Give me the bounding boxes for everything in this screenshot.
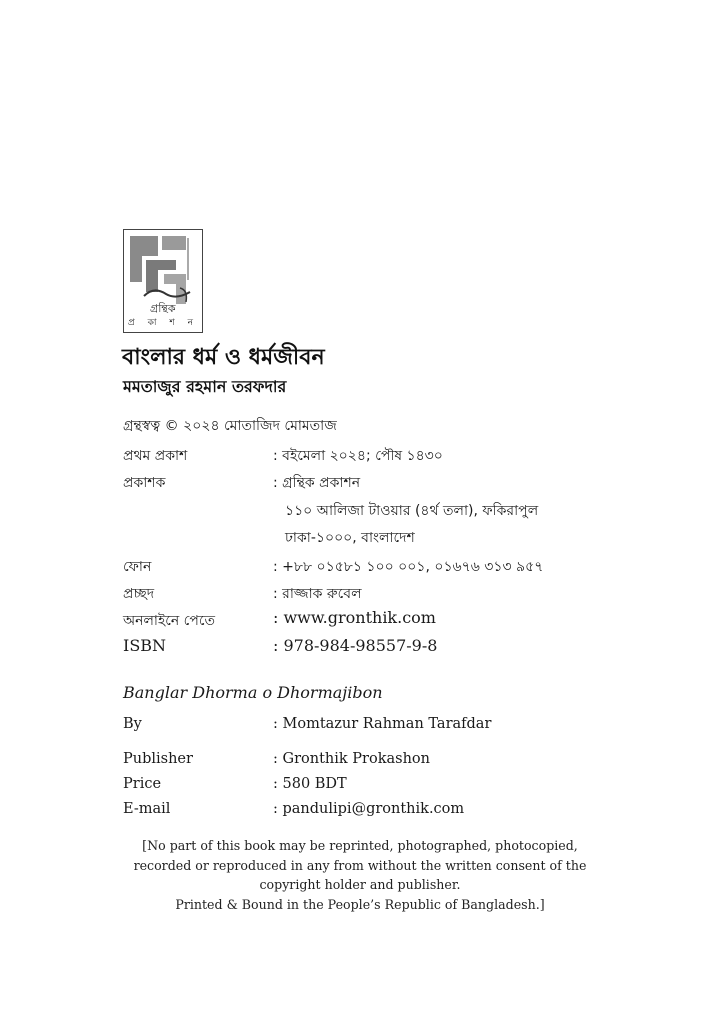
cover-value: : রাজ্জাক রুবেল <box>273 586 362 602</box>
notice-line-2: recorded or reproduced in any from without the written consent of the <box>133 857 587 873</box>
author-bn: মমতাজুর রহমান তরফদার <box>123 377 287 396</box>
isbn-value: : 978-984-98557-9-8 <box>273 636 438 655</box>
phone-value: : +৮৮ ০১৫৮১ ১০০ ০০১, ০১৬৭৬ ৩১৩ ৯৫৭ <box>273 559 544 575</box>
publisher-en-value: : Gronthik Prokashon <box>273 751 430 767</box>
first-edition-value: : বইমেলা ২০২৪; পৌষ ১৪৩০ <box>273 448 443 464</box>
publisher-bn-label: প্রকাশক <box>123 475 166 491</box>
book-title-en: Banglar Dhorma o Dhormajibon <box>123 683 383 702</box>
copyright-line: গ্রন্থস্বত্ব © ২০২৪ মোতাজিদ মোমতাজ <box>123 418 337 434</box>
online-value: : www.gronthik.com <box>273 608 436 627</box>
cover-label: প্রচ্ছদ <box>123 586 155 602</box>
email-value: : pandulipi@gronthik.com <box>273 801 465 817</box>
notice-line-1: [No part of this book may be reprinted, photographed, photocopied, <box>142 838 578 853</box>
address-line-1: ১১০ আলিজা টাওয়ার (৪র্থ তলা), ফকিরাপুল <box>285 503 539 519</box>
by-label: By <box>123 716 142 732</box>
online-label: অনলাইনে পেতে <box>123 613 215 629</box>
email-label: E-mail <box>123 801 171 817</box>
price-label: Price <box>123 776 162 792</box>
address-line-2: ঢাকা-১০০০, বাংলাদেশ <box>285 530 415 546</box>
rights-notice <box>110 836 610 914</box>
publisher-bn-value: : গ্রন্থিক প্রকাশন <box>273 475 361 491</box>
first-edition-label: প্রথম প্রকাশ <box>123 448 188 464</box>
gronthik-emblem-icon <box>124 230 202 316</box>
book-title-bn: বাংলার ধর্ম ও ধর্মজীবন <box>122 345 325 370</box>
emblem-text: গ্রন্থিক <box>150 302 176 315</box>
publisher-en-label: Publisher <box>123 751 193 767</box>
notice-line-4: Printed & Bound in the People’s Republic of Bangladesh.] <box>175 896 545 912</box>
notice-line-3: copyright holder and publisher. <box>259 877 461 892</box>
isbn-label: ISBN <box>123 636 167 655</box>
price-value: : 580 BDT <box>273 776 347 792</box>
publisher-logo <box>123 229 203 333</box>
by-value: : Momtazur Rahman Tarafdar <box>273 716 492 732</box>
logo-caption: প্র কা শ ন <box>128 318 198 328</box>
phone-label: ফোন <box>123 559 152 575</box>
